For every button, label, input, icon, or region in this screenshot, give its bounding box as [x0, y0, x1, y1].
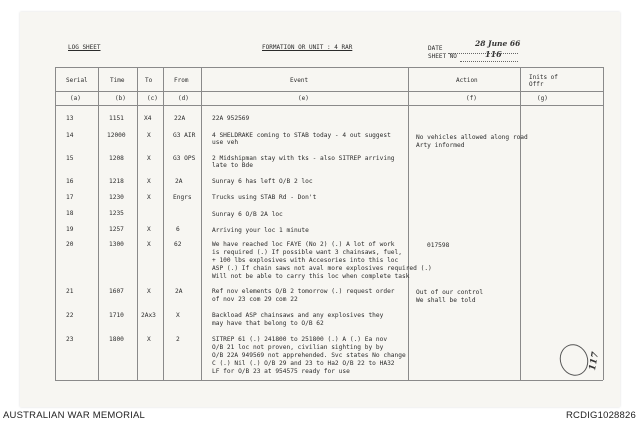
row-21-from: 2A [175, 288, 183, 295]
row-14-from: G3 AIR [173, 132, 196, 139]
col-border-to [163, 67, 164, 380]
col-header-event: Event [290, 77, 309, 84]
row-22-event-1: Backload ASP chainsaws and any explosives they [212, 312, 384, 319]
row-23-event-5: LF for O/B 23 at 954575 ready for use [212, 368, 350, 375]
row-16-to: X [147, 178, 151, 185]
col-sub-time: (b) [115, 95, 126, 102]
row-17-from: Engrs [173, 194, 192, 201]
row-20-time: 1300 [109, 241, 124, 248]
row-20-event-5: Will not be able to carry this loc when complete task [212, 273, 410, 280]
col-header-inits: Inits of Offr [529, 74, 558, 88]
row-16-time: 1218 [109, 178, 124, 185]
formation-title: FORMATION OR UNIT : 4 RAR [262, 44, 353, 51]
row-23-event-2: O/B 21 loc not proven, civilian sighting by by [212, 344, 384, 351]
date-underline [448, 53, 518, 54]
col-border-event [408, 67, 409, 380]
row-21-action-2: We shall be told [416, 297, 476, 304]
row-19-to: X [147, 226, 151, 233]
row-20-to: X [147, 241, 151, 248]
row-16-event-1: Sunray 6 has left O/B 2 loc [212, 178, 313, 185]
log-sheet-title: LOG SHEET [68, 44, 101, 51]
row-14-event-2: use veh [212, 139, 239, 146]
row-15-event-1: 2 Midshipman stay with tks - also SITREP arriving [212, 155, 395, 162]
row-14-action-2: Arty informed [416, 142, 465, 149]
row-23-from: 2 [176, 336, 180, 343]
row-20-action-1: 017598 [427, 242, 450, 249]
row-14-time: 12000 [107, 132, 126, 139]
row-14-action-1: No vehicles allowed along road [416, 134, 528, 141]
row-18-time: 1235 [109, 210, 124, 217]
row-17-time: 1230 [109, 194, 124, 201]
row-13-time: 1151 [109, 115, 124, 122]
col-sub-serial: (a) [70, 95, 81, 102]
row-20-event-2: is required (.) If possible want 3 chainsaws, fuel, [212, 249, 402, 256]
table-bottom-border [55, 380, 603, 381]
col-sub-to: (c) [147, 95, 158, 102]
row-22-from: X [176, 312, 180, 319]
row-20-event-1: We have reached loc FAYE (No 2) (.) A lot of work [212, 241, 395, 248]
row-23-time: 1800 [109, 336, 124, 343]
row-23-event-4: C (.) Nil (.) O/B 29 and 23 to Ha2 O/B 22 to HA32 [212, 360, 395, 367]
sheet-no-underline [460, 61, 518, 62]
row-17-event-1: Trucks using STAB Rd - Don't [212, 194, 317, 201]
row-20-event-4: ASP (.) If chain saws not aval more explosives required (.) [212, 265, 432, 272]
row-22-to: 2Ax3 [141, 312, 156, 319]
col-border-right [603, 67, 604, 380]
row-16-from: 2A [175, 178, 183, 185]
col-border-left [55, 67, 56, 380]
date-label: DATE [428, 45, 443, 52]
col-border-time [137, 67, 138, 380]
col-header-time: Time [110, 77, 125, 84]
row-19-event-1: Arriving your loc 1 minute [212, 227, 309, 234]
row-15-serial: 15 [66, 155, 74, 162]
row-17-to: X [147, 194, 151, 201]
row-22-event-2: may have that belong to O/B 62 [212, 320, 324, 327]
row-15-time: 1208 [109, 155, 124, 162]
row-23-event-1: SITREP 61 (.) 241800 to 251800 (.) A (.) Ea nov [212, 336, 388, 343]
row-14-serial: 14 [66, 132, 74, 139]
row-18-event-1: Sunray 6 O/B 2A loc [212, 211, 283, 218]
row-17-serial: 17 [66, 194, 74, 201]
row-23-serial: 23 [66, 336, 74, 343]
col-sub-event: (e) [298, 95, 309, 102]
row-21-event-2: of nov 23 com 29 com 22 [212, 296, 298, 303]
row-13-to: X4 [144, 115, 152, 122]
row-16-serial: 16 [66, 178, 74, 185]
row-15-event-2: late to Bde [212, 162, 253, 169]
row-23-event-3: O/B 22A 949569 not apprehended. Svc states No change [212, 352, 406, 359]
row-13-event-1: 22A 952569 [212, 115, 250, 122]
footer-archive-name: AUSTRALIAN WAR MEMORIAL [3, 410, 146, 421]
col-header-action: Action [456, 77, 478, 84]
row-14-to: X [147, 132, 151, 139]
sheet-no-value: 116 [485, 49, 502, 59]
row-23-to: X [147, 336, 151, 343]
row-21-time: 1607 [109, 288, 124, 295]
handwritten-circle-mark [555, 340, 592, 380]
row-19-serial: 19 [66, 226, 74, 233]
row-15-from: G3 OPS [173, 155, 196, 162]
row-14-event-1: 4 SHELDRAKE coming to STAB today - 4 out suggest [212, 132, 391, 139]
row-20-from: 62 [174, 241, 182, 248]
row-19-from: 6 [176, 226, 180, 233]
row-22-serial: 22 [66, 312, 74, 319]
row-20-event-3: + 100 lbs explosives with Accesories into this loc [212, 257, 399, 264]
row-13-serial: 13 [66, 115, 74, 122]
col-header-to: To [145, 77, 153, 84]
row-19-time: 1257 [109, 226, 124, 233]
col-border-serial [98, 67, 99, 380]
row-18-serial: 18 [66, 210, 74, 217]
sheet-no-label: SHEET NO [428, 53, 457, 60]
col-header-from: From [174, 77, 189, 84]
row-20-serial: 20 [66, 241, 74, 248]
row-22-time: 1710 [109, 312, 124, 319]
row-13-from: 22A [174, 115, 186, 122]
col-border-from [201, 67, 202, 380]
col-sub-from: (d) [178, 95, 189, 102]
col-sub-inits: (g) [537, 95, 548, 102]
row-21-to: X [147, 288, 151, 295]
row-21-action-1: Out of our control [416, 289, 484, 296]
row-21-event-1: Ref nov elements O/B 2 tomorrow (.) request order [212, 288, 395, 295]
row-15-to: X [147, 155, 151, 162]
col-sub-action: (f) [466, 95, 477, 102]
col-border-action [520, 67, 521, 380]
col-header-serial: Serial [66, 77, 88, 84]
log-sheet-page [20, 12, 620, 407]
row-21-serial: 21 [66, 288, 74, 295]
footer-record-id: RCDIG1028826 [566, 410, 636, 421]
date-value: 28 June 66 [475, 39, 521, 48]
handwritten-page-number: 117 [588, 351, 602, 372]
